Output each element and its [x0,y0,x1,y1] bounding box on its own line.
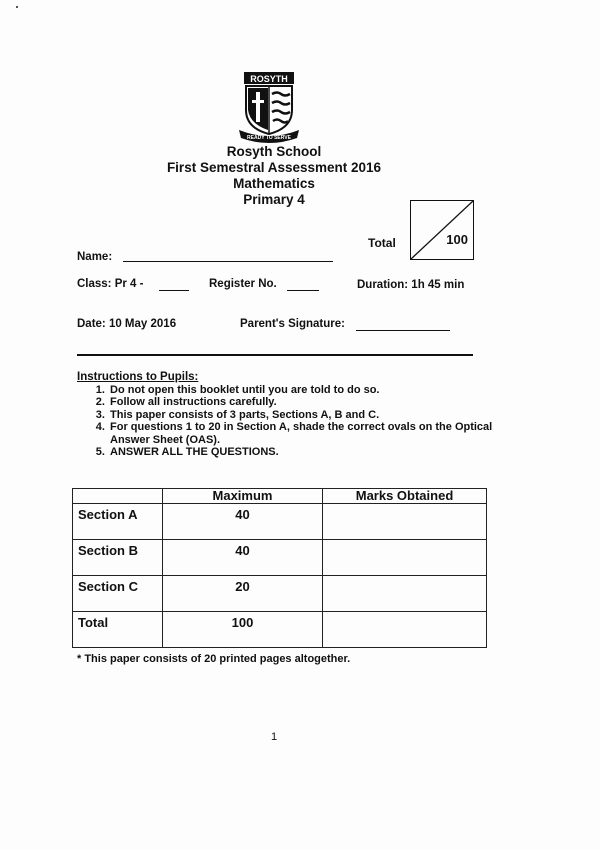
instruction-item: 1. Do not open this booklet until you are told to do so. [108,384,518,396]
marks-table [72,488,487,648]
level-title: Primary 4 [243,192,305,207]
section-name-cell: Section C [73,576,163,612]
marks-obtained-cell[interactable] [323,612,487,648]
total-max-score: 100 [446,232,468,247]
duration-text: Duration: 1h 45 min [357,279,465,291]
svg-text:ROSYTH: ROSYTH [250,74,288,84]
maximum-marks-cell: 40 [163,504,323,540]
table-header-cell: Maximum [163,489,323,504]
maximum-marks-cell: 100 [163,612,323,648]
instructions-title: Instructions to Pupils: [77,371,199,383]
scan-speck [16,6,18,8]
instructions-list [77,384,518,458]
section-divider [77,354,473,356]
instruction-item: 4. For questions 1 to 20 in Section A, shade the correct ovals on the Optical Answer Sheet (OAS). [108,421,518,446]
total-label: Total [368,236,396,250]
class-input-line[interactable] [159,290,189,291]
parent-signature-line[interactable] [356,330,450,331]
register-number-label: Register No. [209,278,277,290]
page-count-note: * This paper consists of 20 printed pages altogether. [77,653,351,665]
page-number: 1 [271,731,278,743]
marks-obtained-cell[interactable] [323,540,487,576]
instruction-item: 5. ANSWER ALL THE QUESTIONS. [108,446,518,458]
table-row [73,540,487,576]
instruction-item: 3. This paper consists of 3 parts, Sections A, B and C. [108,409,518,421]
total-box-diagonal [411,201,473,259]
table-row [73,612,487,648]
maximum-marks-cell: 20 [163,576,323,612]
marks-obtained-cell[interactable] [323,576,487,612]
school-name: Rosyth School [226,144,322,159]
register-number-input-line[interactable] [287,290,319,291]
exam-date: Date: 10 May 2016 [77,318,177,330]
name-label: Name: [77,251,113,263]
table-header-cell: Marks Obtained [323,489,487,504]
maximum-marks-cell: 40 [163,540,323,576]
exam-title: First Semestral Assessment 2016 [166,160,382,175]
subject-title: Mathematics [233,176,315,191]
section-name-cell: Total [73,612,163,648]
svg-text:READY TO SERVE: READY TO SERVE [247,135,291,141]
table-header-cell [73,489,163,504]
table-row [73,504,487,540]
school-crest-logo [238,72,300,144]
total-score-box [410,200,474,260]
marks-obtained-cell[interactable] [323,504,487,540]
class-label: Class: Pr 4 - [77,278,144,290]
parent-signature-label: Parent's Signature: [240,318,345,330]
table-row [73,576,487,612]
instruction-item: 2. Follow all instructions carefully. [108,396,518,408]
section-name-cell: Section A [73,504,163,540]
table-header-row [73,489,487,504]
name-input-line[interactable] [123,261,333,262]
section-name-cell: Section B [73,540,163,576]
